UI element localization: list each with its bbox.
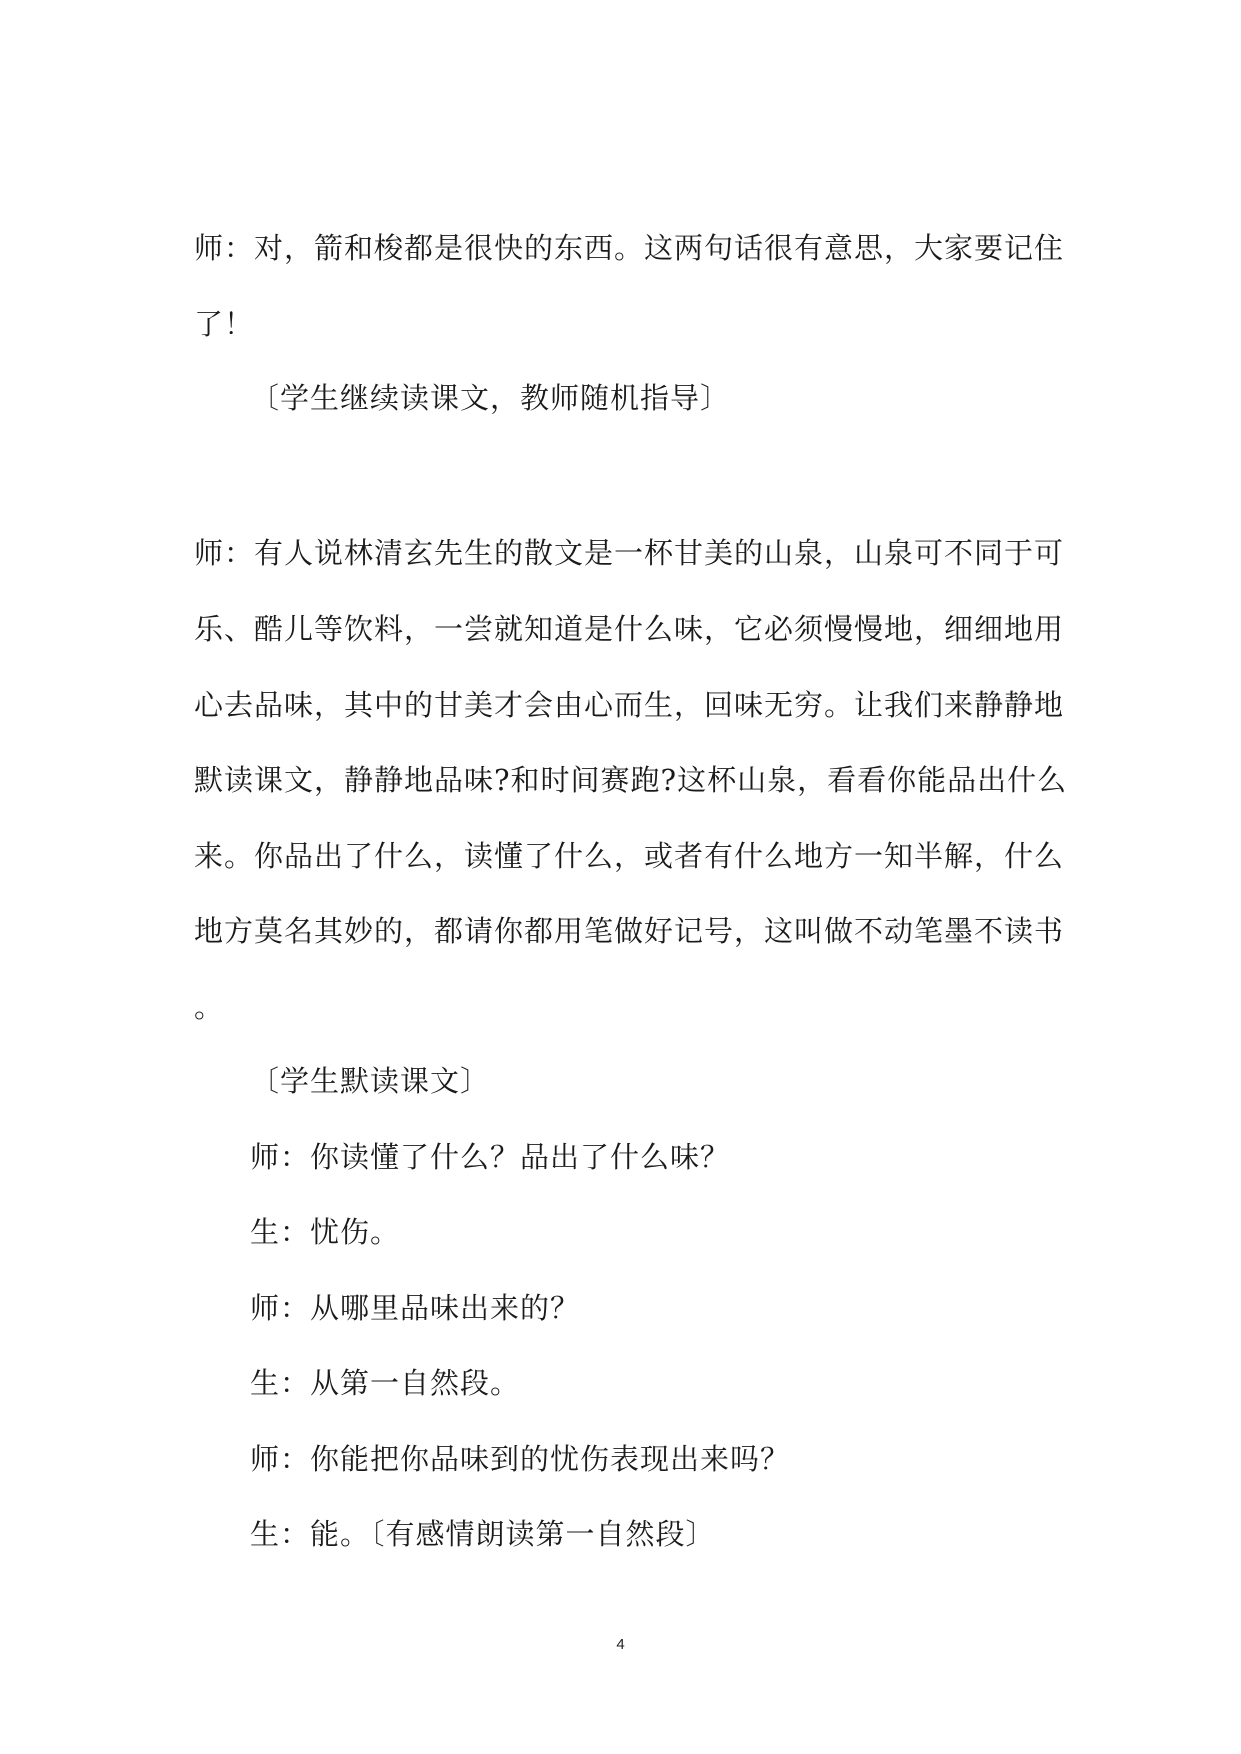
paragraph-line: 来。你品出了什么，读懂了什么，或者有什么地方一知半解，什么 — [194, 839, 1065, 873]
paragraph-line: 师：对，箭和梭都是很快的东西。这两句话很有意思，大家要记住 — [194, 231, 1065, 265]
dialogue-line: 师：你能把你品味到的忧伤表现出来吗？ — [250, 1442, 791, 1476]
stage-direction: 〔学生默读课文〕 — [250, 1064, 491, 1098]
paragraph-line: 心去品味，其中的甘美才会由心而生，回味无穷。让我们来静静地 — [194, 688, 1065, 722]
dialogue-line: 师：从哪里品味出来的？ — [250, 1291, 581, 1325]
dialogue-line: 生：能。〔有感情朗读第一自然段〕 — [250, 1517, 716, 1551]
paragraph-line: 。 — [194, 990, 225, 1024]
paragraph-line: 乐、酷儿等饮料，一尝就知道是什么味，它必须慢慢地，细细地用 — [194, 612, 1065, 646]
paragraph-line: 师：有人说林清玄先生的散文是一杯甘美的山泉，山泉可不同于可 — [194, 536, 1065, 570]
dialogue-line: 生：忧伤。 — [250, 1215, 401, 1249]
paragraph-line: 地方莫名其妙的，都请你都用笔做好记号，这叫做不动笔墨不读书 — [194, 914, 1065, 948]
dialogue-line: 生：从第一自然段。 — [250, 1366, 521, 1400]
stage-direction: 〔学生继续读课文，教师随机指导〕 — [250, 381, 731, 415]
dialogue-line: 师：你读懂了什么？品出了什么味？ — [250, 1140, 731, 1174]
paragraph-line: 默读课文，静静地品味?和时间赛跑?这杯山泉，看看你能品出什么 — [194, 763, 1068, 797]
page-number: 4 — [616, 1636, 625, 1653]
paragraph-line: 了！ — [194, 307, 255, 341]
